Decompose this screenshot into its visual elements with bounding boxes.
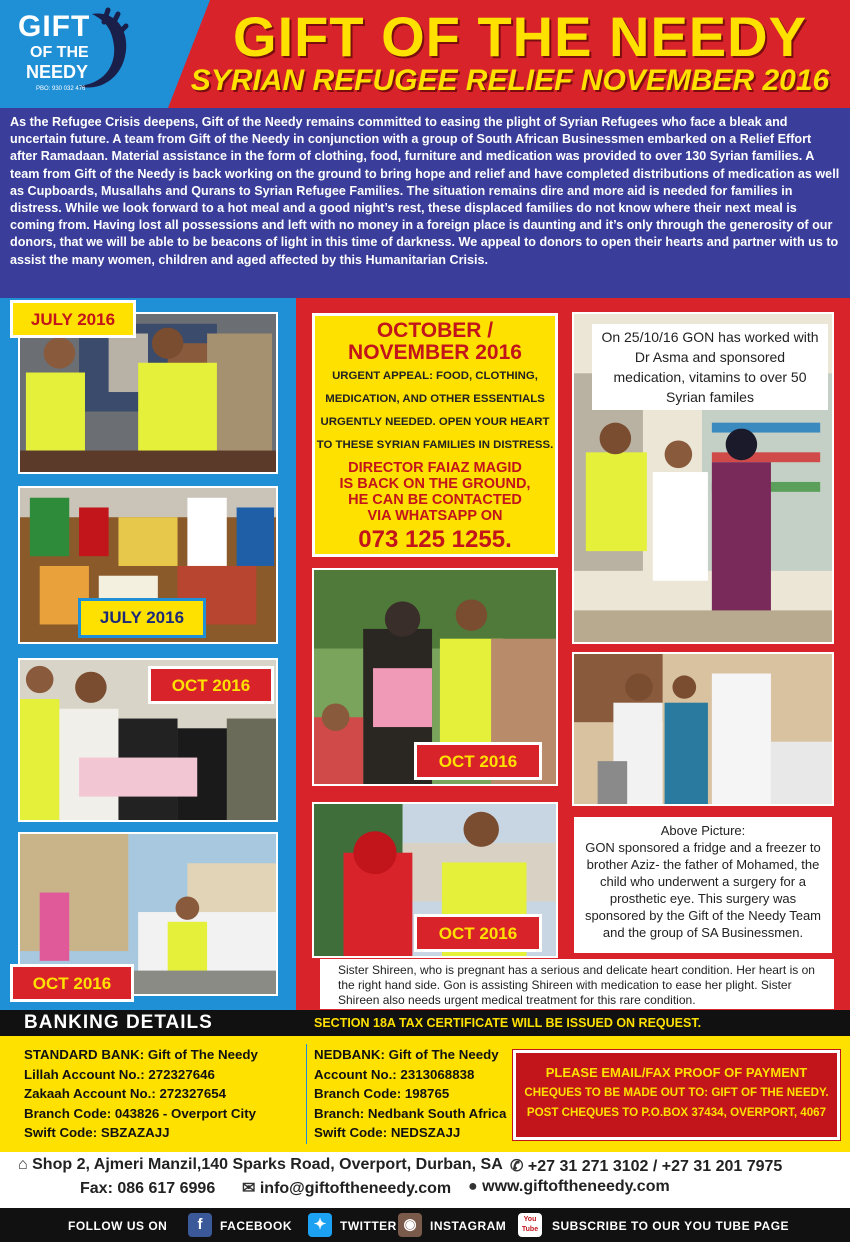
email-link[interactable] <box>242 1178 451 1198</box>
phone-numbers[interactable] <box>510 1156 782 1176</box>
banking-title: BANKING DETAILS <box>24 1012 213 1033</box>
appeal-director-2: IS BACK ON THE GROUND, <box>339 476 531 492</box>
youtube-link[interactable]: SUBSCRIBE TO OUR YOU TUBE PAGE <box>552 1219 790 1233</box>
youtube-icon[interactable]: You Tube <box>518 1213 542 1237</box>
logo-pbo: PBO: 930 032 476 <box>36 86 86 92</box>
facebook-link[interactable]: FACEBOOK <box>220 1219 293 1233</box>
tag-oct-2016-mid-1: OCT 2016 <box>414 742 542 780</box>
twitter-icon[interactable]: ✦ <box>308 1213 332 1237</box>
whatsapp-number[interactable]: 073 125 1255. <box>358 526 512 553</box>
standard-bank-name: STANDARD BANK: Gift of The Needy <box>24 1047 258 1062</box>
envelope-icon: ✉ <box>242 1180 256 1197</box>
appeal-director-4: VIA WHATSAPP ON <box>367 508 503 524</box>
tag-oct-2016-mid-2: OCT 2016 <box>414 914 542 952</box>
standard-branch-code: Branch Code: 043826 - Overport City <box>24 1105 257 1121</box>
photo-fridge-donation <box>572 652 834 806</box>
appeal-director-1: DIRECTOR FAIAZ MAGID <box>348 460 522 476</box>
fax-number: Fax: 086 617 6996 <box>80 1180 216 1197</box>
appeal-director-3: HE CAN BE CONTACTED <box>348 492 522 508</box>
standard-lillah-account: Lillah Account No.: 272327646 <box>24 1066 215 1082</box>
note-dr-asma: On 25/10/16 GON has worked with Dr Asma and sponsored medication, vitamins to over 50 Syrian familes <box>592 324 828 410</box>
website-link[interactable] <box>468 1178 670 1196</box>
address <box>18 1156 503 1174</box>
appeal-line-1: URGENT APPEAL: FOOD, CLOTHING, <box>332 370 538 382</box>
nedbank-branch-code: Branch Code: 198765 <box>314 1086 450 1101</box>
logo-line-3: NEEDY <box>26 62 89 82</box>
tag-july-2016-1: JULY 2016 <box>10 300 136 338</box>
payment-post-cheques: POST CHEQUES TO P.O.BOX 37434, OVERPORT, 4067 <box>526 1106 827 1119</box>
instagram-icon[interactable]: ◉ <box>398 1213 422 1237</box>
email-text: info@giftoftheneedy.com <box>259 1180 452 1197</box>
standard-bank-details <box>24 1045 258 1143</box>
appeal-heading-1: OCTOBER / <box>376 319 494 342</box>
note-fridge-title: Above Picture: <box>660 823 746 838</box>
instagram-link[interactable]: INSTAGRAM <box>430 1219 507 1233</box>
note-fridge-text: GON sponsored a fridge and a freezer to brother Aziz- the father of Mohamed, the child who underwent a surgery for a prosthetic eye. This surgery was sponsored by the Gift of the Needy Team and the group of SA Businessmen. <box>584 840 822 940</box>
page-title: GIFT OF THE NEEDY <box>233 5 807 68</box>
appeal-line-2: MEDICATION, AND OTHER ESSENTIALS <box>325 393 545 405</box>
page-subtitle: SYRIAN REFUGEE RELIEF NOVEMBER 2016 <box>190 64 830 97</box>
tag-july-2016-2: JULY 2016 <box>78 598 206 638</box>
nedbank-branch: Branch: Nedbank South Africa <box>314 1105 507 1121</box>
payment-title: PLEASE EMAIL/FAX PROOF OF PAYMENT <box>545 1065 808 1080</box>
nedbank-account: Account No.: 2313068838 <box>314 1066 475 1082</box>
section-18a-note: SECTION 18A TAX CERTIFICATE WILL BE ISSUED ON REQUEST. <box>314 1016 702 1030</box>
logo-line-1: GIFT <box>18 10 91 43</box>
appeal-line-4: TO THESE SYRIAN FAMILIES IN DISTRESS. <box>316 439 554 451</box>
note-fridge-donation <box>572 815 834 955</box>
home-icon: ⌂ <box>18 1156 28 1173</box>
globe-icon: ● <box>468 1178 478 1195</box>
phone-icon: ✆ <box>510 1158 524 1175</box>
intro-text: As the Refugee Crisis deepens, Gift of the Needy remains committed to easing the plight of Syrian Refugees who face a bleak and uncertain future. A team from Gift of the Needy in conjunction with a group of South African Businessmen embarked on a Relief Effort after Ramadaan. Material assistance in the form of clothing, food, furniture and medication was provided to over 130 Syrian families. A team from Gift of the Needy is back working on the ground to bring hope and relief and have completed distributions of medication as well as Cupboards, Musallahs and Qurans to Syrian Refugee Families. The situation remains dire and more aid is needed for families in distress. While we look forward to a hot meal and a good night’s rest, these displaced families do not know where their next meal is coming from. Having lost all possessions and left with no money in a foreign place is daunting and it’s only through the generosity of our donors, that we will be able to be beacons of light in this time of darkness. We appeal to donors to open their hearts and partner with us to assist the many women, children and aged affected by this Humanitarian Crisis. <box>10 115 840 267</box>
appeal-heading-2: NOVEMBER 2016 <box>348 341 522 364</box>
logo-line-2: OF THE <box>30 44 89 61</box>
banking-divider <box>306 1044 307 1144</box>
address-text: Shop 2, Ajmeri Manzil,140 Sparks Road, Overport, Durban, SA <box>32 1156 503 1173</box>
nedbank-details <box>314 1045 506 1143</box>
standard-zakaah-account: Zakaah Account No.: 272327654 <box>24 1086 227 1101</box>
nedbank-name: NEDBANK: Gift of The Needy <box>314 1047 499 1062</box>
standard-swift-code: Swift Code: SBZAZAJJ <box>24 1125 170 1140</box>
appeal-line-3: URGENTLY NEEDED. OPEN YOUR HEART <box>320 416 550 428</box>
tag-oct-2016-left: OCT 2016 <box>148 666 274 704</box>
logo <box>14 6 134 102</box>
follow-us-label: FOLLOW US ON <box>68 1219 168 1233</box>
nedbank-swift-code: Swift Code: NEDSZAJJ <box>314 1125 461 1140</box>
phone-text: +27 31 271 3102 / +27 31 201 7975 <box>527 1158 783 1175</box>
payment-instructions-box <box>513 1050 840 1140</box>
note-sister-shireen: Sister Shireen, who is pregnant has a serious and delicate heart condition. Her heart is on the right hand side. Gon is assisting Shireen with medication to ease her plight. Sister Shireen also needs urgent medical treatment for this rare condition. <box>320 959 834 1009</box>
tag-oct-2016-bottom-left: OCT 2016 <box>10 964 134 1002</box>
payment-cheques-made-out: CHEQUES TO BE MADE OUT TO: GIFT OF THE NEEDY. <box>524 1086 829 1099</box>
facebook-icon[interactable]: f <box>188 1213 212 1237</box>
intro-panel <box>0 108 850 298</box>
website-text: www.giftoftheneedy.com <box>482 1178 670 1195</box>
urgent-appeal-box <box>312 313 558 557</box>
twitter-link[interactable]: TWITTER <box>340 1219 397 1233</box>
